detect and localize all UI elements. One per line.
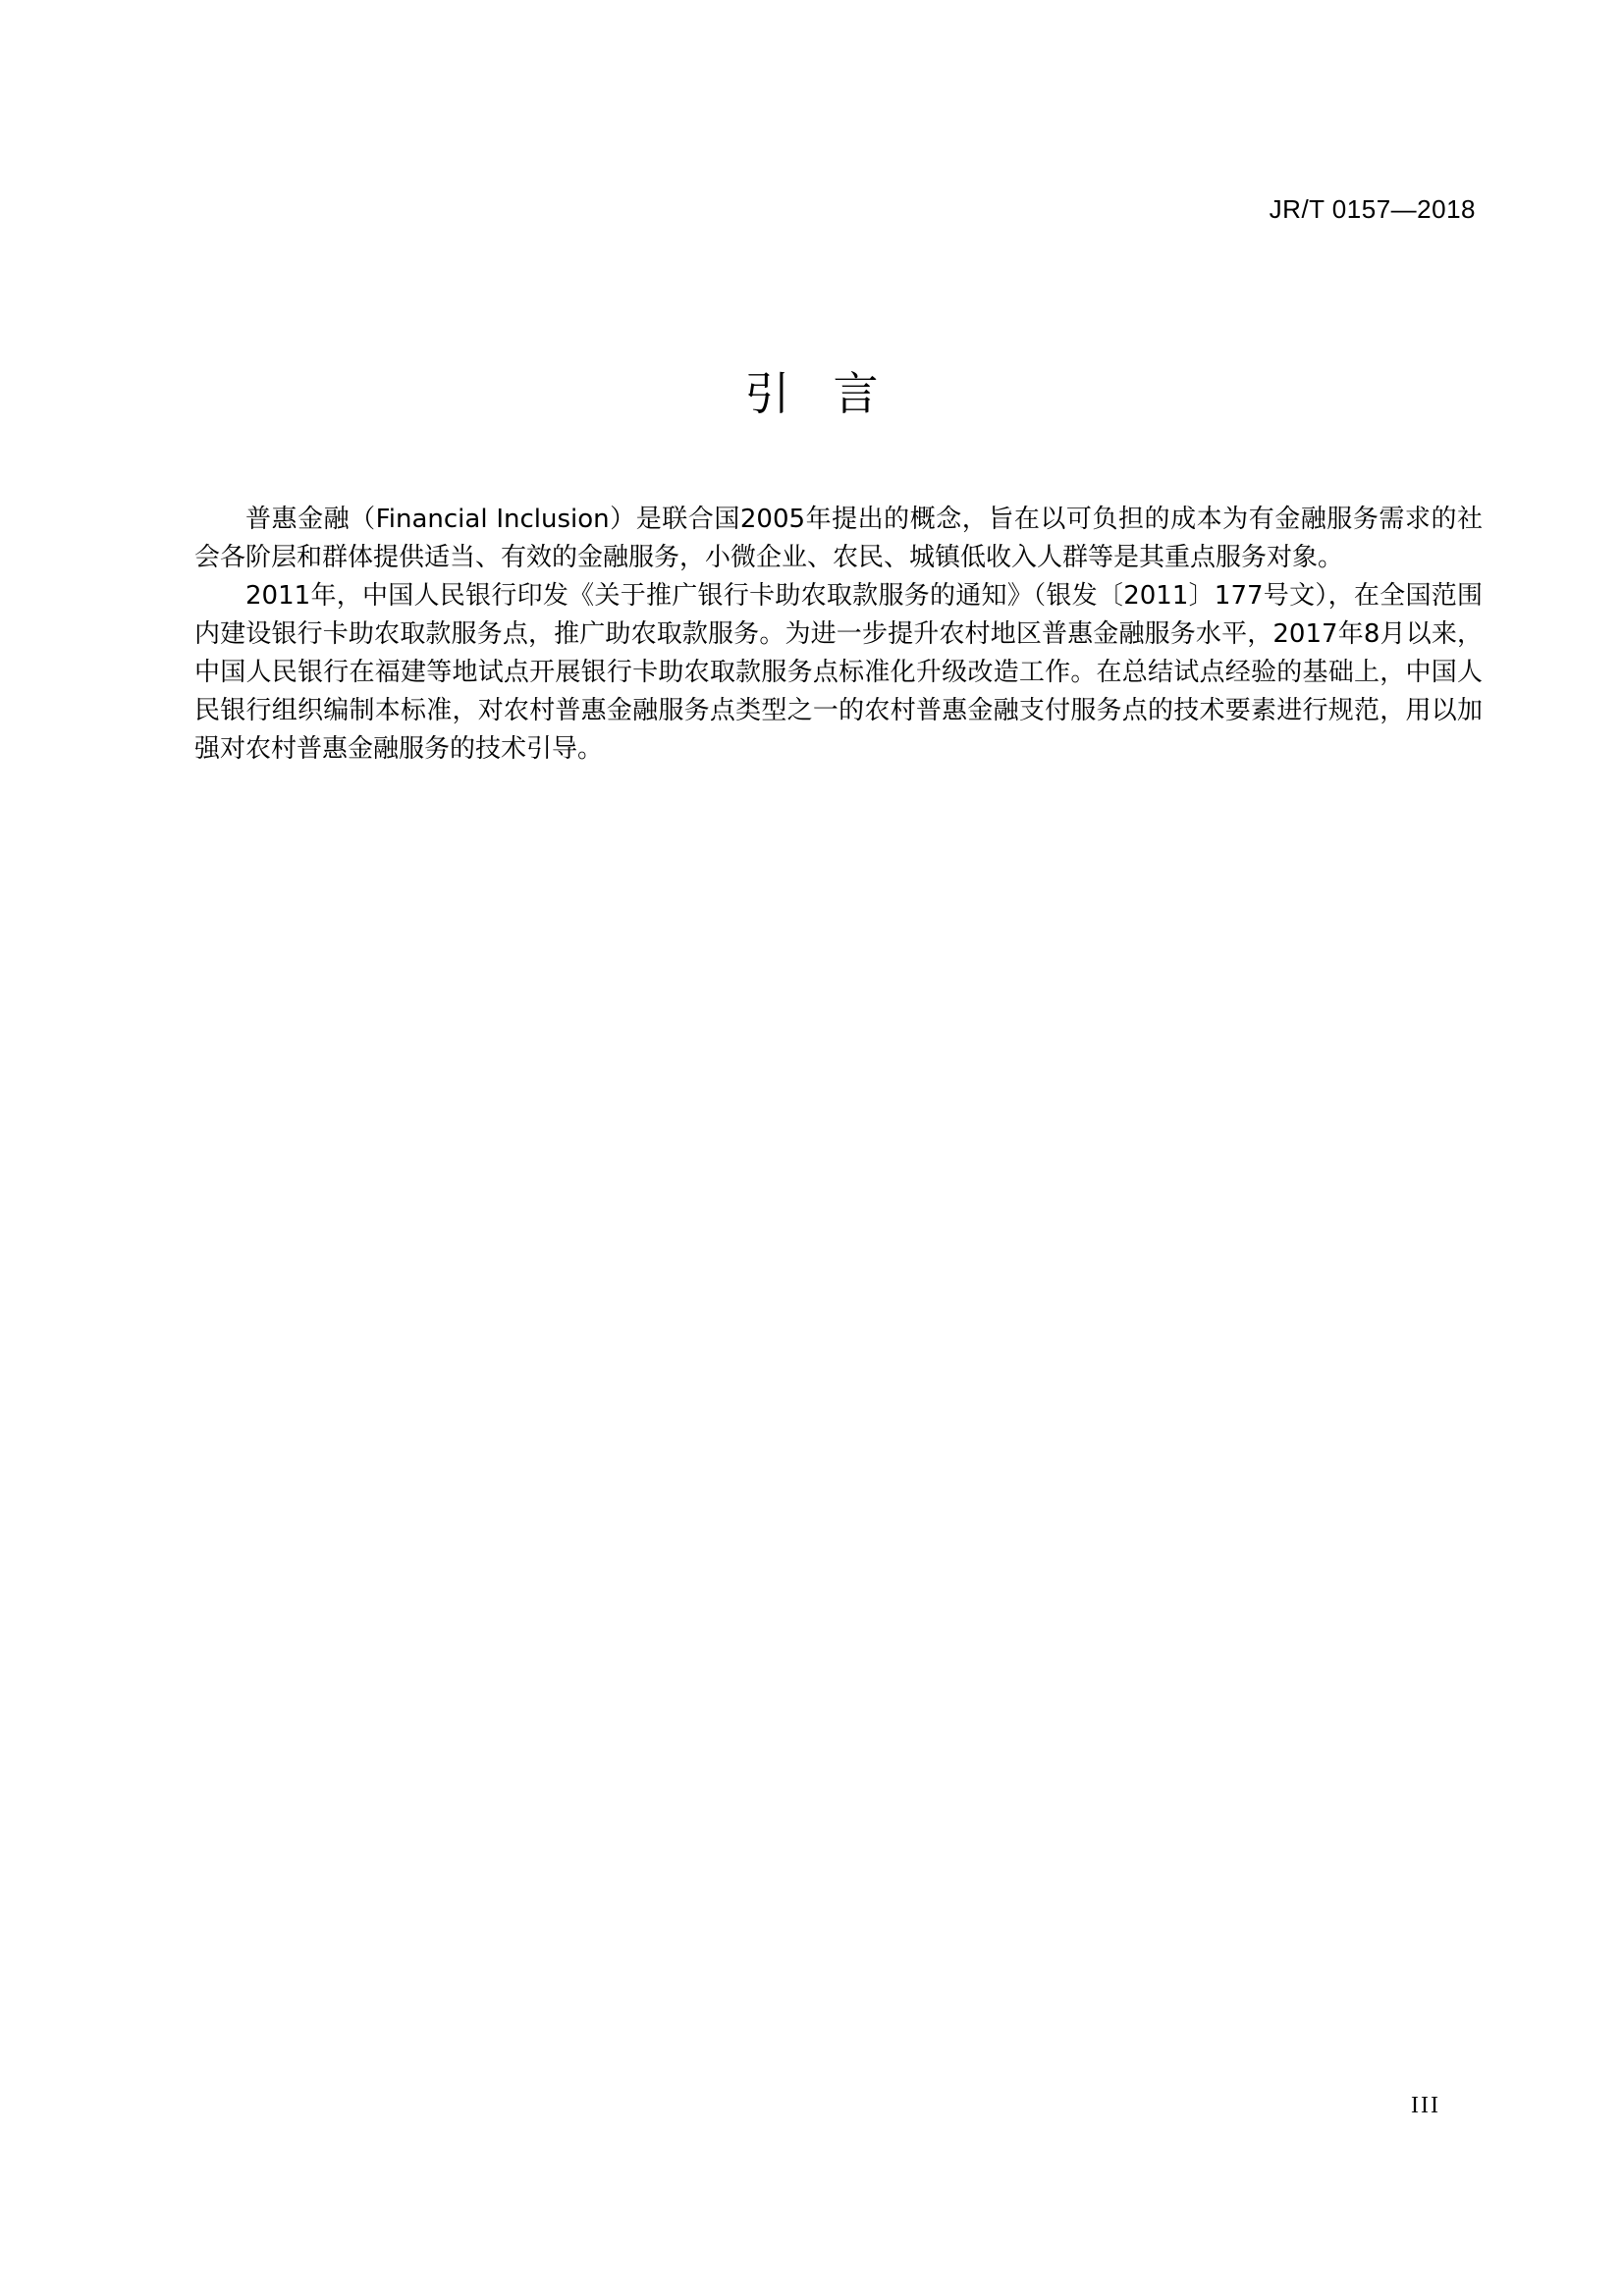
document-code: JR/T 0157—2018 bbox=[1269, 194, 1476, 224]
page-title: 引言 bbox=[744, 367, 922, 420]
paragraph-financial-inclusion: 普惠金融（Financial Inclusion）是联合国2005年提出的概念，旨在以可负担的成本为有金融服务需求的社会各阶层和群体提供适当、有效的金融服务，小微企业、农民、城镇低收入人群等是其重点服务对象。 bbox=[194, 505, 1483, 572]
paragraph-background: 2011年，中国人民银行印发《关于推广银行卡助农取款服务的通知》（银发〔2011〕177号文），在全国范围内建设银行卡助农取款服务点，推广助农取款服务。为进一步提升农村地区普惠金融服务水平，2017年8月以来，中国人民银行在福建等地试点开展银行卡助农取款服务点标准化升级改造工作。在总结试点经验的基础上，中国人民银行组织编制本标准，对农村普惠金融服务点类型之一的农村普惠金融支付服务点的技术要素进行规范，用以加强对农村普惠金融服务的技术引导。 bbox=[194, 581, 1483, 764]
body-text bbox=[194, 501, 1483, 769]
page-number: III bbox=[1411, 2093, 1440, 2118]
